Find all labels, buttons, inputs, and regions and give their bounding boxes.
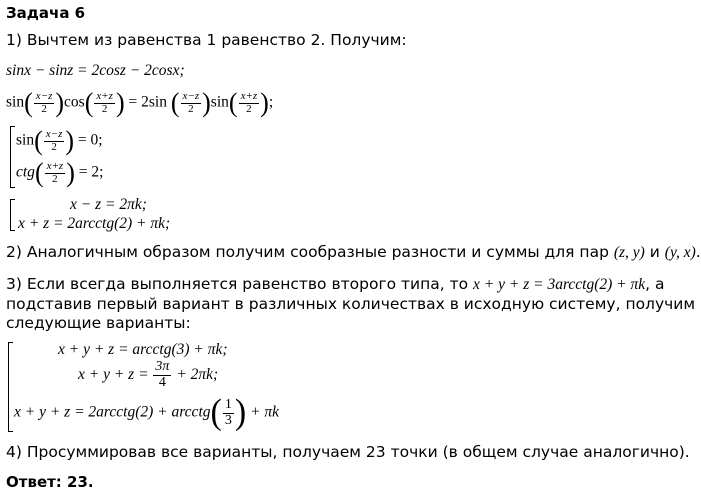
system3-r2-b: + 2πk; [172,365,219,383]
equation-2: sin( $\frac{x-z}{2}$ )cos( $\frac{x+z}{2}$ ) = 2sin ( $\frac{x-z}{2}$ )sin( $\frac{x+z}{2}$ ); [6,87,274,118]
step3-line1-math: x + y + z = 3arcctg(2) + πk [473,276,646,293]
system3-r2-a: x + y + z = [78,365,153,383]
eq2-frac-d-den: 2 [239,103,260,116]
system3-row3: x + y + z = 2arcctg(2) + arcctg( $\frac{1}{3}$ ) + πk [14,393,280,432]
system1-row1: sin( $\frac{x-z}{2}$ ) = 0; [16,125,103,156]
system3-r2-num: 3π [155,359,170,374]
system1-r2-num: x+z [46,159,64,172]
step3-line1-a: 3) Если всегда выполняется равенство второго типа, то [6,275,474,293]
step2-and: и [644,243,665,261]
system1-r1-fn: sin [16,131,35,149]
problem-title: Задача 6 [6,4,86,22]
eq2-end: ; [268,93,274,111]
step3-line3: следующие варианты: [6,314,191,332]
step2-pair1: (z, y) [613,244,645,261]
system3-row1: x + y + z = arcctg(3) + πk; [58,341,228,358]
eq2-frac-a-den: 2 [34,103,55,116]
eq2-sin: sin [6,93,25,111]
system3-row2 [78,360,218,390]
step2-text [6,243,701,262]
system3-r3-b: + πk [246,403,280,421]
system1-r2-end: = 2; [74,163,104,181]
eq2-frac-c-num: x−z [182,89,200,102]
eq2-frac-c-den: 2 [181,103,202,116]
system1-bracket [10,126,11,188]
system3-r2-den: 4 [153,375,171,391]
system2-bracket [10,199,11,231]
eq2-frac-d-num: x+z [240,89,258,102]
system3-bracket [8,342,9,432]
system1-row2: ctg( $\frac{x+z}{2}$ ) = 2; [16,157,104,188]
step2-pair2: (y, x) [664,244,696,261]
eq2-eq: = 2sin [124,93,171,111]
system1-r1-end: = 0; [74,131,103,149]
step3-line1-b: , а [645,275,665,293]
system1-r1-num: x−z [45,127,63,140]
equation-1: sinx − sinz = 2cosz − 2cosx; [6,62,185,79]
system3-r3-den: 3 [224,412,232,428]
eq2-cos: cos [64,93,85,111]
system1-r1-den: 2 [44,141,65,154]
step2-lead: 2) Аналогичным образом получим сообразные разности и суммы для пар [6,243,614,261]
eq2-sin2: sin [210,93,229,111]
answer: Ответ: 23. [6,473,94,491]
eq2-frac-a-num: x−z [35,89,53,102]
step4-text: 4) Просуммировав все варианты, получаем 23 точки (в общем случае аналогично). [6,443,690,461]
system3-r3-a: x + y + z = 2arcctg(2) + arcctg [14,403,211,421]
system1-r2-den: 2 [45,173,66,186]
eq2-frac-b-den: 2 [94,103,115,116]
step3-line2: подставив первый вариант в различных количествах в исходную систему, получим [6,295,696,313]
system3-r3-num: 1 [224,396,232,412]
eq2-frac-b-num: x+z [96,89,113,102]
system1-r2-fn: ctg [16,163,35,181]
step1-text: 1) Вычтем из равенства 1 равенство 2. Получим: [6,31,407,49]
system2-row2: x + z = 2arcctg(2) + πk; [18,215,171,232]
system2-row1: x − z = 2πk; [70,196,147,213]
step2-end: . [695,243,701,261]
step3-line1 [6,275,665,294]
